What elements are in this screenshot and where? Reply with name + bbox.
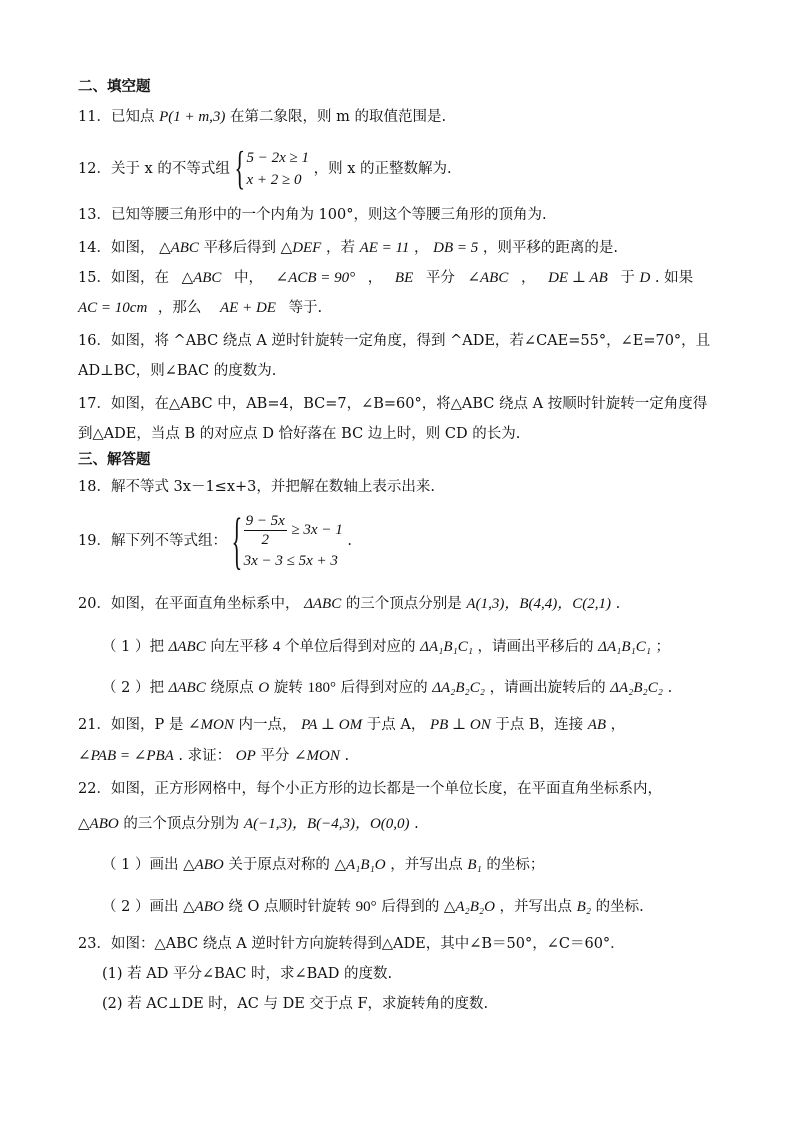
question-16-line-1: 16．如图，将 ^ABC 绕点 A 逆时针旋转一定角度，得到 ^ADE，若∠CAE=55°，∠E=70°，且 <box>78 333 711 349</box>
q19-inequality-system <box>231 503 343 576</box>
brace-icon: { <box>231 503 243 576</box>
q21-text-m4: ， <box>610 717 626 733</box>
q21-text-m3: 于点 B，连接 <box>495 717 584 733</box>
q19-text-post: . <box>347 532 352 549</box>
q14-expr-db: DB = 5 <box>433 240 479 256</box>
q19-fraction <box>244 512 287 549</box>
q22-triangle: △ABO <box>78 816 119 832</box>
q21-text-pre: 21．如图，P 是 <box>78 717 184 733</box>
q21-text-bisects: 平分 <box>260 748 290 764</box>
q20-s1-pre: （ 1 ）把 <box>102 639 164 655</box>
q12-row-2: x + 2 ≥ 0 <box>246 172 302 188</box>
q15-text-m2: ， <box>367 270 383 286</box>
q15-expr-de-ab: DE ⊥ AB <box>548 270 608 286</box>
q15-triangle: △ABC <box>181 270 222 286</box>
q22-s2-mid: 绕 O 点顺时针旋转 <box>228 899 351 915</box>
q21-text-m1: 内一点， <box>238 717 297 733</box>
question-15-line-1 <box>78 271 693 286</box>
q22-s2-degree: 90° <box>355 899 377 915</box>
question-23-part-1: (1) 若 AD 平分∠BAC 时，求∠BAD 的度数. <box>102 966 393 982</box>
q21-expr-ab: AB <box>587 717 607 733</box>
q20-s1-triangle-2: ΔA₁B₁C₁ <box>420 639 473 655</box>
q20-s1-triangle-3: ΔA₁B₁C₁ <box>598 639 651 655</box>
q12-row-1: 5 − 2x ≥ 1 <box>246 150 309 166</box>
q11-text-post: 在第二象限，则 m 的取值范围是. <box>230 109 447 125</box>
q19-row-2: 3x − 3 ≤ 5x + 3 <box>243 553 338 569</box>
q14-triangle-1: △ABC <box>159 240 199 256</box>
q12-text-post: ，则 x 的正整数解为. <box>313 160 452 177</box>
q11-point-expr: P(1 + m,3) <box>159 109 226 125</box>
q20-points: A(1,3)，B(4,4)，C(2,1) <box>466 596 611 612</box>
q22-s2-triangle-2: △A₂B₂O <box>443 899 495 915</box>
q21-angle-mon-2: ∠MON <box>293 748 340 764</box>
q15-expr-d: D <box>639 270 651 286</box>
q22-s1-post: 的坐标； <box>486 857 545 873</box>
q15-expr-ac: AC = 10cm <box>78 300 148 316</box>
q20-s1-units: 4 <box>272 639 281 655</box>
question-22-part-2 <box>102 900 644 915</box>
q20-text-pre: 20．如图，在平面直角坐标系中， <box>78 596 300 612</box>
q14-triangle-2: △DEF <box>280 240 322 256</box>
section-title-solve: 三、解答题 <box>78 452 151 468</box>
q15-expr-acb: ∠ACB = 90° <box>275 270 356 286</box>
q22-s2-mid2: 后得到的 <box>381 899 440 915</box>
q22-s2-mid3: ，并写出点 <box>499 899 573 915</box>
q20-s2-mid2: 旋转 <box>273 680 303 696</box>
q14-text-mid1: 平移后得到 <box>203 240 277 256</box>
question-22-line-1: 22．如图，正方形网格中，每个小正方形的边长都是一个单位长度，在平面直角坐标系内， <box>78 781 662 797</box>
q14-text-pre: 14．如图， <box>78 240 155 256</box>
q22-s1-triangle-2: △A₁B₁O <box>334 857 386 873</box>
q15-text-m1: 中， <box>234 270 264 286</box>
q15-expr-be: BE <box>394 270 414 286</box>
q22-s2-point: B₂ <box>576 899 592 915</box>
q19-text-pre: 19．解下列不等式组： <box>78 532 227 549</box>
question-20-part-2 <box>102 681 672 696</box>
q22-s2-post: 的坐标. <box>595 899 644 915</box>
q22-s1-triangle: △ABO <box>183 857 224 873</box>
q22-s2-triangle: △ABO <box>183 899 224 915</box>
q21-expr-pa: PA ⊥ OM <box>301 717 363 733</box>
q20-s1-mid3: ，请画出平移后的 <box>477 639 594 655</box>
q19-numerator: 9 − 5x <box>245 512 285 529</box>
q14-text-mid3: ， <box>414 240 429 256</box>
question-12 <box>78 141 452 195</box>
q20-text-mid: 的三个顶点分别是 <box>345 596 462 612</box>
q22-s1-point: B₁ <box>467 857 482 873</box>
q21-expr-op: OP <box>235 748 256 764</box>
q22-s1-mid2: ，并写出点 <box>390 857 463 873</box>
q20-triangle: ΔABC <box>304 596 342 612</box>
question-17-line-2: 到△ADE，当点 B 的对应点 D 恰好落在 BC 边上时，则 CD 的长为. <box>78 426 521 442</box>
q21-text-end: . <box>344 748 350 764</box>
question-14 <box>78 241 618 256</box>
q15-text-then: ，那么 <box>157 300 202 316</box>
q14-text-post: ，则平移的距离的是. <box>482 240 618 256</box>
q15-expr-abc: ∠ABC <box>467 270 509 286</box>
q15-expr-ae-de: AE + DE <box>220 300 276 316</box>
q20-s2-mid: 绕原点 <box>210 680 254 696</box>
question-21-line-2 <box>78 749 349 764</box>
q20-s1-mid: 向左平移 <box>210 639 269 655</box>
q12-text-pre: 12．关于 x 的不等式组 <box>78 160 230 177</box>
q15-text-m4: ， <box>520 270 536 286</box>
question-18: 18．解不等式 3x－1≤x+3，并把解在数轴上表示出来. <box>78 479 435 495</box>
q19-row-1 <box>244 510 343 550</box>
q12-inequality-system <box>234 141 309 195</box>
question-17-line-1: 17．如图，在△ABC 中，AB=4，BC=7，∠B=60°，将△ABC 绕点 A 按顺时针旋转一定角度得 <box>78 396 708 412</box>
q11-text-pre: 11．已知点 <box>78 109 155 125</box>
q15-text-m5: 于 <box>620 270 635 286</box>
q22-s1-mid: 关于原点对称的 <box>228 857 330 873</box>
question-20 <box>78 597 620 612</box>
question-16-line-2: AD⊥BC，则∠BAC 的度数为. <box>78 363 277 379</box>
q22-s2-pre: （ 2 ）画出 <box>102 899 179 915</box>
q20-s2-origin: O <box>258 680 270 696</box>
q20-s2-triangle-2: ΔA₂B₂C₂ <box>432 680 485 696</box>
question-22-part-1 <box>102 858 544 873</box>
q20-s2-triangle: ΔABC <box>168 680 206 696</box>
q15-text-pre: 15．如图，在 <box>78 270 169 286</box>
q21-text-prove: . 求证： <box>178 748 232 764</box>
q14-text-mid2: ，若 <box>325 240 355 256</box>
question-13: 13．已知等腰三角形中的一个内角为 100°，则这个等腰三角形的顶角为. <box>78 207 547 223</box>
question-15-line-2 <box>78 301 322 316</box>
brace-icon: { <box>234 141 246 195</box>
question-23-part-2: (2) 若 AC⊥DE 时，AC 与 DE 交于点 F，求旋转角的度数. <box>102 996 489 1012</box>
q22-text-post: . <box>414 816 419 832</box>
q19-row-1-rhs: ≥ 3x − 1 <box>291 522 343 538</box>
q21-expr-pb: PB ⊥ ON <box>429 717 491 733</box>
q15-text-m6: . 如果 <box>654 270 694 286</box>
q14-expr-ae: AE = 11 <box>359 240 410 256</box>
q15-text-equals: 等于. <box>288 300 323 316</box>
q21-text-m2: 于点 A， <box>366 717 426 733</box>
q20-s1-mid2: 个单位后得到对应的 <box>285 639 416 655</box>
q20-s1-triangle: ΔABC <box>168 639 206 655</box>
question-21-line-1 <box>78 718 625 733</box>
q21-expr-angles: ∠PAB = ∠PBA <box>78 748 174 764</box>
question-20-part-1 <box>102 640 670 655</box>
q15-text-m3: 平分 <box>425 270 455 286</box>
q20-s2-pre: （ 2 ）把 <box>102 680 164 696</box>
q20-s2-post: . <box>667 680 673 696</box>
q19-denominator: 2 <box>261 531 269 548</box>
q20-s2-mid4: ，请画出旋转后的 <box>489 680 606 696</box>
q22-s1-pre: （ 1 ）画出 <box>102 857 179 873</box>
q20-s2-mid3: 后得到对应的 <box>340 680 428 696</box>
section-title-fill-blank: 二、填空题 <box>78 79 151 95</box>
question-19 <box>78 503 352 576</box>
q20-text-post: . <box>615 596 621 612</box>
question-11 <box>78 110 446 125</box>
q20-s2-triangle-3: ΔA₂B₂C₂ <box>610 680 663 696</box>
q20-s1-post: ； <box>655 639 671 655</box>
q22-text-mid: 的三个顶点分别为 <box>123 816 240 832</box>
q21-angle-mon: ∠MON <box>187 717 234 733</box>
q22-points: A(−1,3)，B(−4,3)，O(0,0) <box>243 816 410 832</box>
q20-s2-degree: 180° <box>307 680 336 696</box>
question-23-line-1: 23．如图：△ABC 绕点 A 逆时针方向旋转得到△ADE，其中∠B＝50°，∠C＝60°． <box>78 936 625 952</box>
question-22-line-2 <box>78 817 419 832</box>
